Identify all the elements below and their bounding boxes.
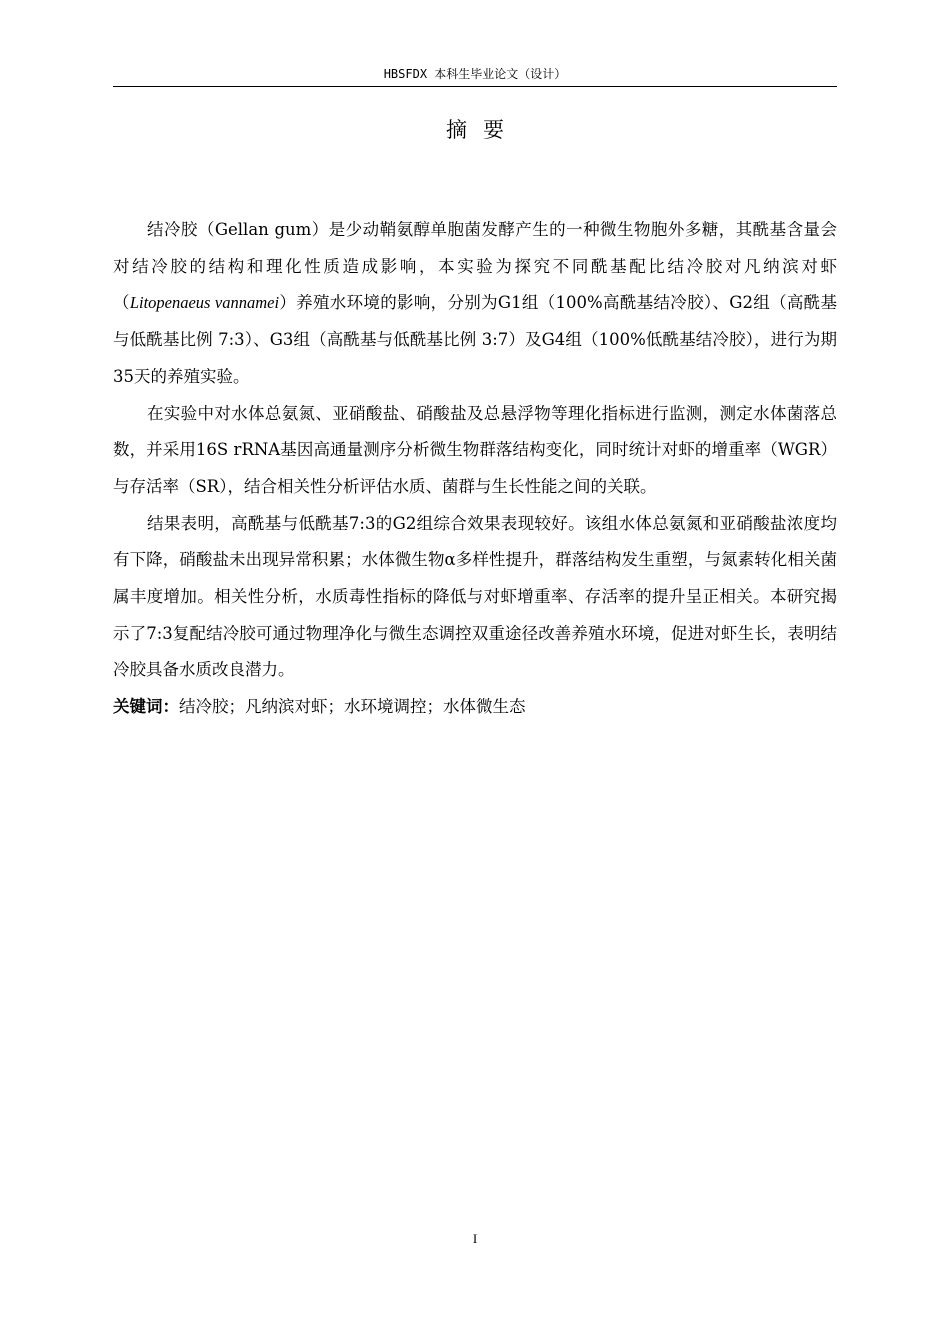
abstract-paragraph-3: 结果表明，高酰基与低酰基7:3的G2组综合效果表现较好。该组水体总氨氮和亚硝酸盐浓度均有下降，硝酸盐未出现异常积累；水体微生物α多样性提升，群落结构发生重塑，与氮素转化相关菌属丰度增加。相关性分析，水质毒性指标的降低与对虾增重率、存活率的提升呈正相关。本研究揭示了7:3复配结冷胶可通过物理净化与微生态调控双重途径改善养殖水环境，促进对虾生长，表明结冷胶具备水质改良潜力。 — [113, 513, 837, 680]
paragraph-1-text-a: 结冷胶（Gellan gum）是少动鞘氨醇单胞菌发酵产生的一种微生物胞外多糖，其酰基含量会对结冷胶的结构和理化性质造成影响，本实验为探究不同酰基配比结冷胶对凡纳滨对虾（ — [113, 220, 837, 313]
running-header-text: HBSFDX 本科生毕业论文（设计） — [383, 67, 567, 81]
running-header — [113, 64, 837, 87]
abstract-body — [113, 212, 837, 726]
paragraph-1-text-b: ）养殖水环境的影响，分别为G1组（100%高酰基结冷胶）、G2组（高酰基与低酰基比例 7:3）、G3组（高酰基与低酰基比例 3:7）及G4组（100%低酰基结冷胶），进行为期35天的养殖实验。 — [113, 293, 837, 386]
abstract-paragraph-2: 在实验中对水体总氨氮、亚硝酸盐、硝酸盐及总悬浮物等理化指标进行监测，测定水体菌落总数，并采用16S rRNA基因高通量测序分析微生物群落结构变化，同时统计对虾的增重率（WGR）与存活率（SR），结合相关性分析评估水质、菌群与生长性能之间的关联。 — [113, 403, 837, 496]
page-title: 摘要 — [446, 118, 520, 142]
page-number: I — [472, 1231, 478, 1246]
species-name: Litopenaeus vannamei — [129, 293, 280, 313]
keywords-line — [113, 689, 837, 726]
abstract-paragraph-1 — [113, 212, 837, 396]
keywords-label: 关键词： — [113, 697, 179, 717]
keywords-list: 结冷胶；凡纳滨对虾；水环境调控；水体微生态 — [179, 697, 526, 717]
